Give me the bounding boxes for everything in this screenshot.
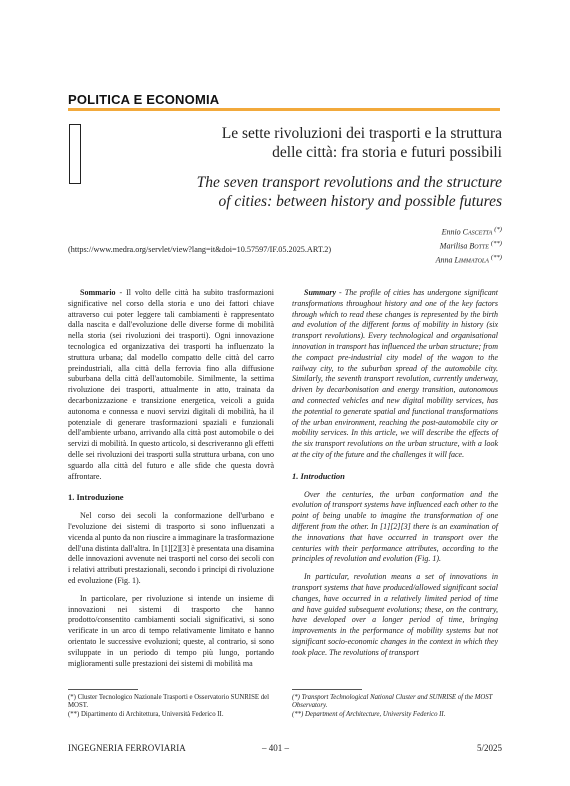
footnote-en-1: (*) Transport Technological National Cluster and SUNRISE of the MOST Observatory. — [292, 694, 493, 710]
heading-introduzione: 1. Introduzione — [68, 492, 124, 503]
paragraph-it-1: Nel corso dei secoli la conformazione dell'urbano e l'evoluzione dei sistemi di trasporto si sono influenzati a vicenda al punto da non riuscire a immaginare la trasformazione dell'una distinta dall'altra. In [1][2][3] è presentata una disamina delle innovazioni avvenute nei trasporti nel corso dei secoli con i relativi attributi prestazionali, secondo i principi di rivoluzione ed evoluzione (Fig. 1). — [68, 511, 274, 585]
column-english — [292, 288, 498, 666]
author-2: Marilisa Botte (**) — [439, 240, 502, 251]
title-italian-line-2: delle città: fra storia e futuri possibili — [272, 144, 502, 161]
paragraph-it-2: In particolare, per rivoluzione si intende un insieme di innovazioni nei sistemi di trasporto che hanno prodotto/consentito cambiamenti sociali significativi, si sono verificate in un arco di tempo relativamente limitato e hanno orientato le successive evoluzioni; queste, al contrario, si sono sviluppate in un periodo di tempo più lungo, portando miglioramenti sulle prestazioni dei sistemi di mobilità ma — [68, 593, 274, 668]
paragraph-en-1: Over the centuries, the urban conformation and the evolution of transport systems have influenced each other to the point of being unable to imagine the transformation of one different from the other. In [1][2][3] there is an examination of the innovations that have occurred in transport over the centuries with their performance attributes, according to the principles of revolution and evolution (Fig. 1). — [292, 489, 498, 564]
title-italian-line-1: Le sette rivoluzioni dei trasporti e la struttura — [221, 125, 502, 142]
title-english-line-2: of cities: between history and possible futures — [218, 193, 502, 210]
section-rule — [68, 108, 500, 111]
decorative-box — [69, 124, 81, 184]
footnote-rule-right — [292, 689, 362, 690]
footer-page-number: – 401 – — [262, 743, 289, 753]
heading-introduction: 1. Introduction — [292, 470, 345, 481]
doi-link[interactable]: (https://www.medra.org/servlet/view?lang=it&doi=10.57597/IF.05.2025.ART.2) — [68, 245, 332, 254]
author-1: Ennio Cascetta (*) — [441, 226, 502, 237]
author-list — [436, 224, 502, 266]
title-english-line-1: The seven transport revolutions and the structure — [196, 174, 502, 191]
paragraph-en-2: In particular, revolution means a set of innovations in transport systems that have produced/allowed significant social changes, have occurred in a relatively limited period of time and have guided subsequent evolutions; these, on the contrary, have developed over a longer period of time, bringing improvements in the performance of mobility systems but not significant socio-economic changes in the context in which they took place. The revolutions of transport — [292, 572, 498, 657]
author-3: Anna Limmatola (**) — [435, 254, 502, 265]
summary-italian: Sommario - Il volto delle città ha subito trasformazioni significative nel corso della storia e uno dei fattori chiave attraverso cui poter leggere tali cambiamenti è rappresentato dalla nascita e dall'evoluzione delle diverse forme di mobilità nella storia (sei rivoluzioni dei trasporti). Ogni innovazione tecnologica ed organizzativa dei trasporti ha influenzato la struttura urbana; dal modello compatto delle città del carro preindustriali, alla città della ferrovia fino alla diffusione suburbana della città dell'automobile. Similmente, la settima rivoluzione dei trasporti, attualmente in atto, trainata da decarbonizzazione e transizione energetica, veicoli a guida autonoma e connessa e nuovi servizi digitali di mobilità, ha il potenziale di generare trasformazioni spaziali e funzionali dell'ambiente urbano, arrivando alla città post automobile o dei servizi di mobilità. In questo articolo, si descriveranno gli effetti delle sei rivoluzioni dei trasporti sulla struttura urbana, con uno sguardo alla città del futuro e alle sfide che questa dovrà affrontare. — [68, 288, 274, 481]
title-italian — [122, 124, 502, 162]
footnotes-english — [292, 694, 498, 719]
footer-issue: 5/2025 — [476, 743, 502, 753]
footnote-en-2: (**) Department of Architecture, University Federico II. — [292, 710, 446, 718]
summary-english: Summary - The profile of cities has undergone significant transformations throughout history and one of the key factors through which to read these changes is represented by the birth and evolution of the different forms of mobility in history (six transport revolutions). Every technological and organisational innovation in transport has influenced the urban structure; from the compact pre-industrial city model of the wagon to the railway city, to the suburban spread of the automobile city. Similarly, the seventh transport revolution, currently underway, driven by decarbonisation and energy transition, autonomous and connected vehicles and new digital mobility services, has the potential to generate spatial and functional transformations of the urban environment, reaching the post-automobile city or mobility services. In this article, we will describe the effects of the six transport revolutions on the urban structure, with a look at the city of the future and the challenges it will face. — [292, 288, 498, 459]
footer-journal: INGEGNERIA FERROVIARIA — [68, 743, 186, 753]
footnote-it-2: (**) Dipartimento di Architettura, Università Federico II. — [68, 710, 224, 718]
title-english — [122, 173, 502, 211]
footnote-it-1: (*) Cluster Tecnologico Nazionale Trasporti e Osservatorio SUNRISE del MOST. — [68, 694, 270, 710]
footnotes-italian — [68, 694, 274, 719]
section-label: POLITICA E ECONOMIA — [68, 92, 220, 107]
column-italian — [68, 288, 274, 676]
footnote-rule-left — [68, 689, 138, 690]
